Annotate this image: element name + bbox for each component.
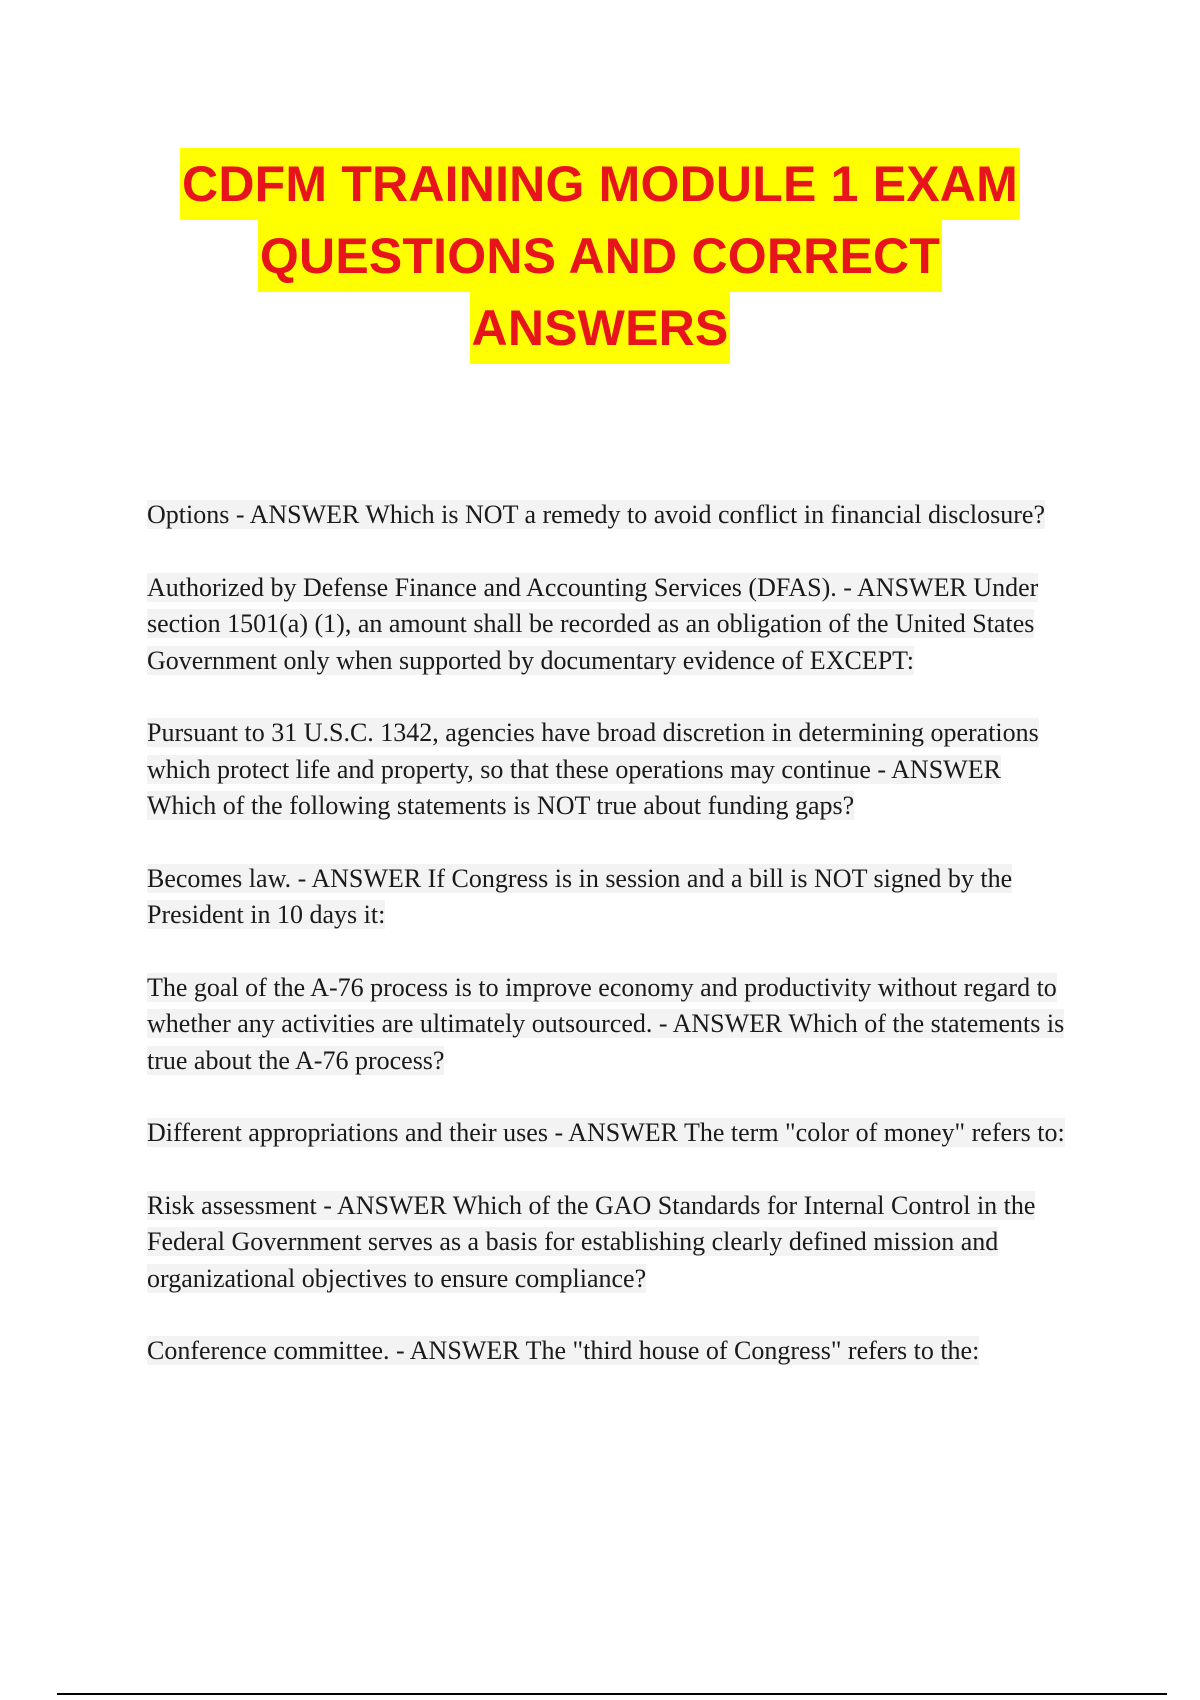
title-line-1: CDFM TRAINING MODULE 1 EXAM [180, 148, 1020, 220]
qa-item [147, 1188, 1067, 1298]
title-line-2: QUESTIONS AND CORRECT [258, 220, 942, 292]
qa-item [147, 970, 1067, 1080]
qa-item-text: Pursuant to 31 U.S.C. 1342, agencies have broad discretion in determining operations which protect life and property, so that these operations may continue - ANSWER Which of the following statements is NOT true about funding gaps? [147, 718, 1039, 820]
qa-item-text: Options - ANSWER Which is NOT a remedy to avoid conflict in financial disclosure? [147, 500, 1046, 529]
qa-item-text: Different appropriations and their uses - ANSWER The term "color of money" refers to: [147, 1118, 1065, 1147]
document-title [0, 148, 1200, 364]
qa-item-text: The goal of the A-76 process is to improve economy and productivity without regard to whether any activities are ultimately outsourced. - ANSWER Which of the statements is true about the A-76 process? [147, 972, 1065, 1075]
qa-item-text: Becomes law. - ANSWER If Congress is in session and a bill is NOT signed by the President in 10 days it: [147, 863, 1013, 929]
title-line-3: ANSWERS [470, 292, 731, 364]
qa-item-text: Authorized by Defense Finance and Accounting Services (DFAS). - ANSWER Under section 1501(a) (1), an amount shall be recorded as an obligation of the United States Government only when supported by documentary evidence of EXCEPT: [147, 572, 1039, 675]
qa-item [147, 1333, 1067, 1370]
qa-item [147, 497, 1067, 534]
qa-item-text: Conference committee. - ANSWER The "third house of Congress" refers to the: [147, 1336, 980, 1365]
qa-item [147, 570, 1067, 680]
page-divider [57, 1693, 1167, 1695]
qa-item-text: Risk assessment - ANSWER Which of the GAO Standards for Internal Control in the Federal Government serves as a basis for establishing clearly defined mission and organizational objectives to ensure compliance? [147, 1190, 1036, 1293]
qa-item [147, 715, 1067, 825]
qa-item [147, 861, 1067, 934]
qa-item [147, 1115, 1067, 1152]
qa-list [147, 497, 1067, 1406]
